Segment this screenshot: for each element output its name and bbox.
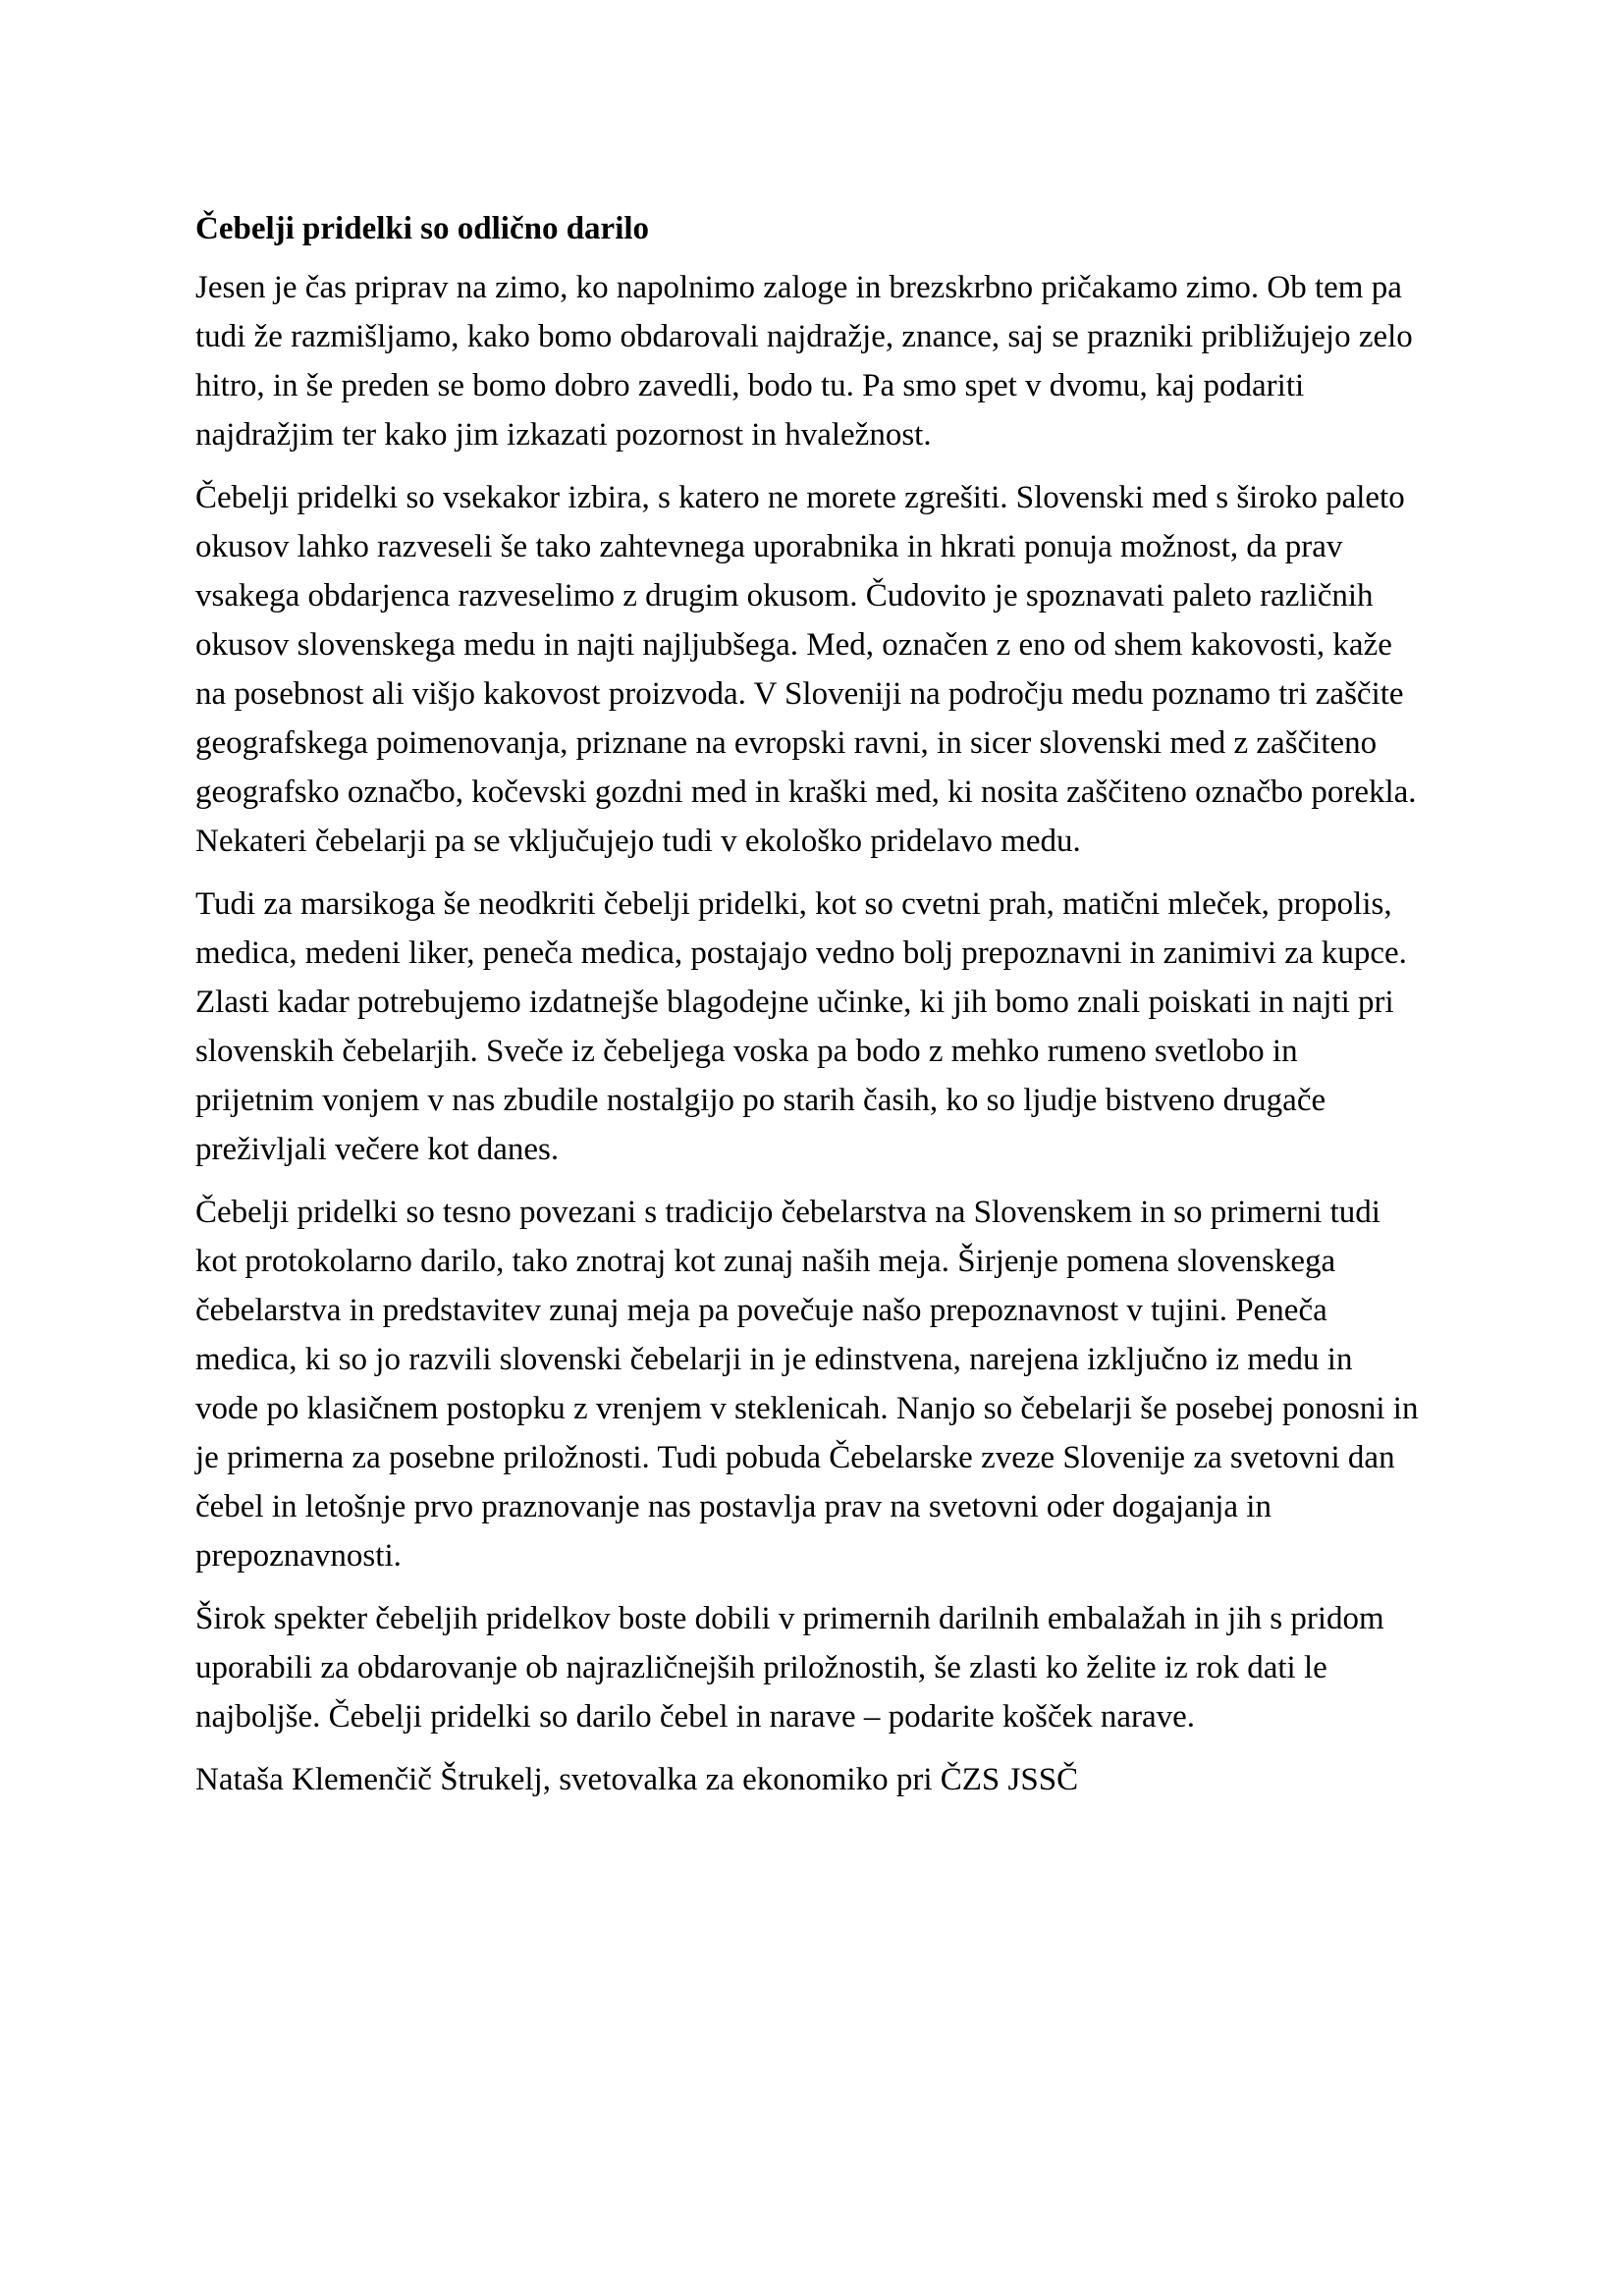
paragraph-honey-quality: [195, 473, 1462, 866]
paragraph-intro: [195, 263, 1462, 459]
text-line: na posebnost ali višjo kakovost proizvoda. V Sloveniji na področju medu poznamo tri zaščite: [195, 676, 1404, 712]
text-line: vsakega obdarjenca razveselimo z drugim okusom. Čudovito je spoznavati paleto različnih: [195, 578, 1374, 614]
document-title: Čebelji pridelki so odlično darilo: [195, 211, 650, 246]
text-line: uporabili za obdarovanje ob najrazličnejših priložnostih, še zlasti ko želite iz rok dati le: [195, 1650, 1327, 1685]
text-line: prijetnim vonjem v nas zbudile nostalgijo po starih časih, ko so ljudje bistveno drugače: [195, 1083, 1326, 1118]
text-line: čebelarstva in predstavitev zunaj meja pa povečuje našo prepoznavnost v tujini. Peneča: [195, 1293, 1327, 1328]
text-line: Čebelji pridelki so tesno povezani s tradicijo čebelarstva na Slovenskem in so primerni tudi: [195, 1195, 1380, 1230]
text-line: Širok spekter čebeljih pridelkov boste dobili v primernih darilnih embalažah in jih s pridom: [195, 1601, 1384, 1636]
text-line: geografskega poimenovanja, priznane na evropski ravni, in sicer slovenski med z zaščiteno: [195, 725, 1378, 761]
author-signature: Nataša Klemenčič Štrukelj, svetovalka za ekonomiko pri ČZS JSSČ: [195, 1762, 1079, 1797]
text-line: preživljali večere kot danes.: [195, 1132, 560, 1167]
text-line: medica, medeni liker, peneča medica, postajajo vedno bolj prepoznavni in zanimivi za kupce.: [195, 935, 1407, 971]
text-line: Zlasti kadar potrebujemo izdatnejše blagodejne učinke, ki jih bomo znali poiskati in najti pri: [195, 985, 1394, 1020]
text-line: je primerna za posebne priložnosti. Tudi pobuda Čebelarske zveze Slovenije za svetovni dan: [195, 1440, 1395, 1475]
text-line: hitro, in še preden se bomo dobro zavedli, bodo tu. Pa smo spet v dvomu, kaj podariti: [195, 368, 1305, 403]
paragraph-conclusion: [195, 1594, 1462, 1741]
text-line: vode po klasičnem postopku z vrenjem v steklenicah. Nanjo so čebelarji še posebej ponosni in: [195, 1391, 1419, 1426]
paragraph-bee-products: [195, 880, 1462, 1174]
text-line: najboljše. Čebelji pridelki so darilo čebel in narave – podarite košček narave.: [195, 1699, 1196, 1735]
text-line: medica, ki so jo razvili slovenski čebelarji in je edinstvena, narejena izključno iz medu in: [195, 1342, 1353, 1377]
text-line: čebel in letošnje prvo praznovanje nas postavlja prav na svetovni oder dogajanja in: [195, 1489, 1271, 1524]
text-line: Nekateri čebelarji pa se vključujejo tudi v ekološko pridelavo medu.: [195, 824, 1081, 859]
text-line: kot protokolarno darilo, tako znotraj kot zunaj naših meja. Širjenje pomena slovenskega: [195, 1244, 1336, 1279]
paragraph-tradition: [195, 1188, 1462, 1580]
text-line: okusov lahko razveseli še tako zahtevnega uporabnika in hkrati ponuja možnost, da prav: [195, 529, 1343, 564]
text-line: Jesen je čas priprav na zimo, ko napolnimo zaloge in brezskrbno pričakamo zimo. Ob tem pa: [195, 270, 1402, 305]
text-line: prepoznavnosti.: [195, 1538, 402, 1574]
text-line: okusov slovenskega medu in najti najljubšega. Med, označen z eno od shem kakovosti, kaže: [195, 627, 1392, 663]
text-line: Tudi za marsikoga še neodkriti čebelji pridelki, kot so cvetni prah, matični mleček, propolis,: [195, 886, 1392, 922]
text-line: najdražjim ter kako jim izkazati pozornost in hvaležnost.: [195, 417, 932, 453]
text-line: Čebelji pridelki so vsekakor izbira, s katero ne morete zgrešiti. Slovenski med s široko paleto: [195, 480, 1405, 515]
text-line: slovenskih čebelarjih. Sveče iz čebeljega voska pa bodo z mehko rumeno svetlobo in: [195, 1034, 1298, 1069]
text-line: tudi že razmišljamo, kako bomo obdarovali najdražje, znance, saj se prazniki približujejo zelo: [195, 319, 1413, 354]
text-line: geografsko označbo, kočevski gozdni med in kraški med, ki nosita zaščiteno označbo porekla.: [195, 774, 1417, 810]
document-page: [195, 204, 1462, 1804]
